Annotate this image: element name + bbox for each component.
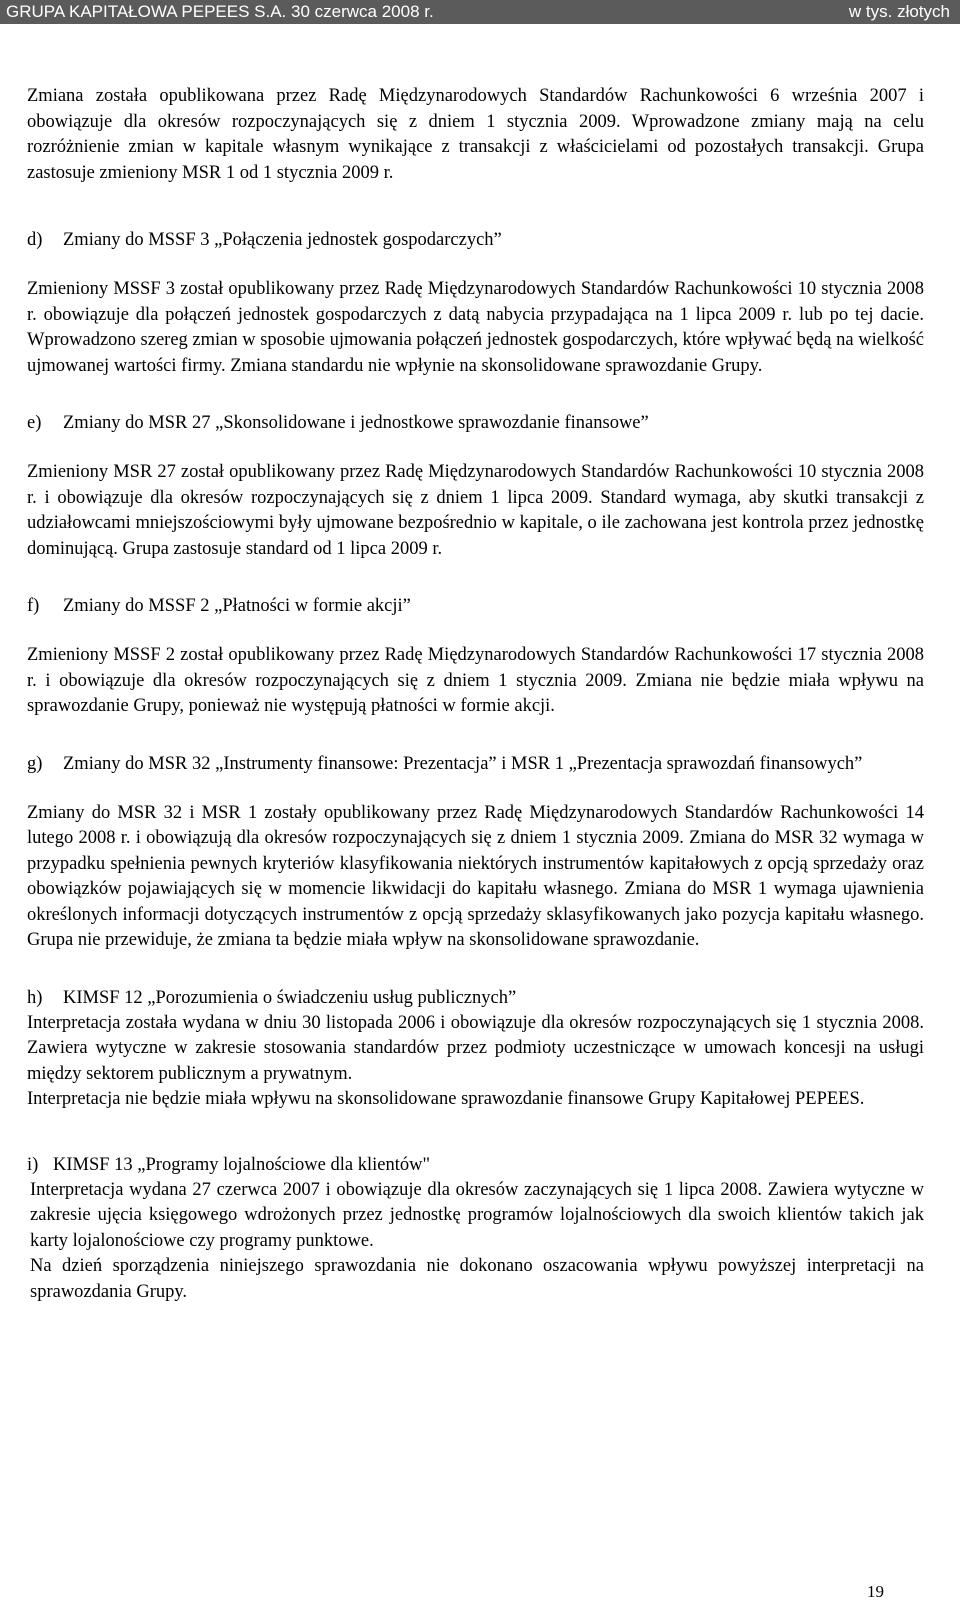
header-units: w tys. złotych	[848, 2, 950, 21]
section-paragraph: Interpretacja została wydana w dniu 30 listopada 2006 i obowiązuje dla okresów rozpoczynających się 1 stycznia 2008. Zawiera wytyczne w zakresie stosowania standardów przez podmioty uczestniczące w umowach koncesji na usługi między sektorem publicznym a prywatnym.	[27, 1012, 924, 1084]
section-e	[27, 411, 924, 562]
section-title	[27, 752, 924, 777]
section-paragraph: Na dzień sporządzenia niniejszego sprawozdania nie dokonano oszacowania wpływu powyższej interpretacji na sprawozdania Grupy.	[30, 1256, 924, 1302]
section-paragraph: Interpretacja wydana 27 czerwca 2007 i obowiązuje dla okresów zaczynających się 1 lipca 2008. Zawiera wytyczne w zakresie ujęcia księgowego wdrożonych przez jednostkę programów lojalnościowych dla swoich klientów takich jak karty lojalonościowe czy programy punktowe.	[30, 1179, 924, 1251]
section-paragraph: Zmiany do MSR 32 i MSR 1 zostały opublikowany przez Radę Międzynarodowych Standardów Rachunkowości 14 lutego 2008 r. i obowiązują dla okresów rozpoczynających się z dniem 1 stycznia 2009. Zmiana do MSR 32 wymaga w przypadku spełnienia pewnych kryteriów klasyfikowania niektórych instrumentów kapitałowych z opcją sprzedaży oraz obowiązków pojawiających się w momencie likwidacji do kapitału własnego. Zmiana do MSR 1 wymaga ujawnienia określonych informacji dotyczących instrumentów z opcją sprzedaży sklasyfikowanych jako pozycja kapitału własnego. Grupa nie przewiduje, że zmiana ta będzie miała wpływ na skonsolidowane sprawozdanie.	[27, 802, 924, 950]
section-title	[27, 594, 924, 619]
intro-paragraph: Zmiana została opublikowana przez Radę Międzynarodowych Standardów Rachunkowości 6 września 2007 i obowiązuje dla okresów rozpoczynających się z dniem 1 stycznia 2009. Wprowadzone zmiany mają na celu rozróżnienie zmian w kapitale własnym wynikające z transakcji z właścicielami od pozostałych transakcji. Grupa zastosuje zmieniony MSR 1 od 1 stycznia 2009 r.	[27, 86, 924, 183]
section-g	[27, 752, 924, 954]
page-header	[0, 0, 960, 24]
section-letter: e)	[27, 413, 42, 433]
section-d	[27, 228, 924, 379]
section-heading: Zmiany do MSR 32 „Instrumenty finansowe: Prezentacja” i MSR 1 „Prezentacja sprawozdań finansowych”	[63, 753, 863, 774]
section-letter: i)	[27, 1154, 39, 1175]
section-heading: KIMSF 12 „Porozumienia o świadczeniu usług publicznych”	[63, 987, 517, 1008]
section-heading: Zmiany do MSR 27 „Skonsolidowane i jednostkowe sprawozdanie finansowe”	[63, 413, 649, 433]
section-f	[27, 594, 924, 720]
section-paragraph: Zmieniony MSR 27 został opublikowany przez Radę Międzynarodowych Standardów Rachunkowości 10 stycznia 2008 r. i obowiązuje dla okresów rozpoczynających się z dniem 1 lipca 2009. Standard wymaga, aby skutki transakcji z udziałowcami mniejszościowymi były ujmowane bezpośrednio w kapitale, o ile zachowana jest kontrola przez jednostkę dominującą. Grupa zastosuje standard od 1 lipca 2009 r.	[27, 462, 924, 559]
document-body	[27, 84, 924, 1305]
section-letter: h)	[27, 987, 43, 1008]
page-number: 19	[867, 1582, 884, 1601]
section-paragraph: Interpretacja nie będzie miała wpływu na skonsolidowane sprawozdanie finansowe Grupy Kapitałowej PEPEES.	[27, 1089, 865, 1109]
section-i	[27, 1153, 924, 1306]
section-paragraph: Zmieniony MSSF 2 został opublikowany przez Radę Międzynarodowych Standardów Rachunkowości 17 stycznia 2008 r. i obowiązuje dla okresów rozpoczynających się z dniem 1 stycznia 2009. Zmiana nie będzie miała wpływu na sprawozdanie Grupy, ponieważ nie występują płatności w formie akcji.	[27, 645, 924, 716]
section-title	[27, 1153, 924, 1178]
section-letter: d)	[27, 230, 43, 250]
section-title	[27, 228, 924, 253]
section-heading: Zmiany do MSSF 2 „Płatności w formie akcji”	[63, 596, 411, 616]
section-letter: f)	[27, 596, 40, 616]
section-letter: g)	[27, 753, 43, 774]
section-title	[27, 411, 924, 436]
section-heading: KIMSF 13 „Programy lojalnościowe dla klientów"	[53, 1154, 430, 1175]
section-heading: Zmiany do MSSF 3 „Połączenia jednostek gospodarczych”	[63, 230, 502, 250]
section-title	[27, 986, 924, 1011]
header-company: GRUPA KAPITAŁOWA PEPEES S.A. 30 czerwca 2008 r.	[6, 2, 434, 21]
section-paragraph: Zmieniony MSSF 3 został opublikowany przez Radę Międzynarodowych Standardów Rachunkowości 10 stycznia 2008 r. obowiązuje dla połączeń jednostek gospodarczych z datą nabycia przypadająca na 1 lipca 2009 r. lub po tej dacie. Wprowadzono szereg zmian w sposobie ujmowania połączeń jednostek gospodarczych, które wpływać będą na wielkość ujmowanej wartości firmy. Zmiana standardu nie wpłynie na skonsolidowane sprawozdanie Grupy.	[27, 279, 924, 376]
section-h	[27, 986, 924, 1113]
